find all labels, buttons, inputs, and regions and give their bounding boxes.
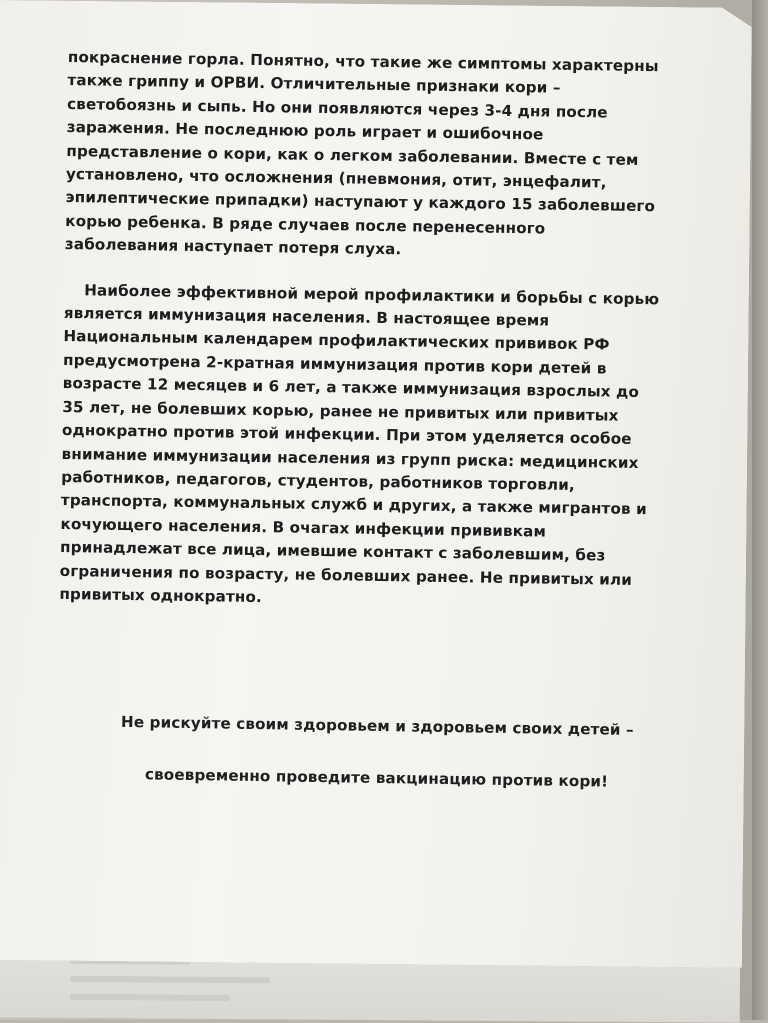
text-line: кочующего населения. В очагах инфекции прививкам	[60, 514, 547, 541]
text-line: установлено, что осложнения (пневмония, отит, энцефалит,	[65, 165, 607, 192]
text-line: корью ребенка. В ряде случаев после перенесенного	[65, 211, 546, 238]
text-line: внимание иммунизации населения из групп риска: медицинских	[61, 444, 639, 472]
paragraph-immunization	[59, 279, 724, 617]
text-line: представление о кори, как о легком заболевании. Вместе с тем	[66, 141, 639, 169]
page-shadow-edge	[752, 0, 768, 1020]
text-line: является иммунизация населения. В настоящее время	[63, 304, 550, 330]
text-line: привитых однократно.	[59, 584, 262, 607]
text-line: также гриппу и ОРВИ. Отличительные признаки кори –	[67, 71, 561, 98]
text-line: ограничения по возрасту, не болевших ранее. Не привитых или	[59, 561, 633, 589]
text-line: светобоязнь и сыпь. Но они появляются через 3-4 дня после	[66, 94, 608, 122]
paragraph-complications	[65, 46, 728, 267]
text-line: однократно против этой инфекции. При этом уделяется особое	[61, 421, 632, 448]
closing-appeal-line-2: своевременно проведите вакцинацию против кори!	[144, 765, 609, 791]
text-line: возрасте 12 месяцев и 6 лет, а также иммунизация взрослых до	[62, 374, 640, 402]
faint-text-line	[70, 976, 270, 983]
text-line: работников, педагогов, студентов, работников торговли,	[61, 467, 575, 494]
text-line: Наиболее эффективной мерой профилактики и борьбы с корью	[84, 280, 660, 308]
page-content	[59, 46, 728, 791]
text-line: принадлежат все лица, имевшие контакт с заболевшим, без	[59, 538, 606, 565]
closing-appeal-line-1: Не рискуйте своим здоровьем и здоровьем своих детей –	[120, 712, 634, 739]
text-line: покраснение горла. Понятно, что такие же симптомы характерны	[67, 47, 659, 76]
faint-text-line	[70, 994, 230, 1001]
text-line: транспорта, коммунальных служб и других, а также мигрантов и	[60, 491, 647, 519]
text-line: заболевания наступает потеря слуха.	[64, 235, 402, 259]
text-line: эпилептические припадки) наступают у каждого 15 заболевшего	[65, 188, 656, 216]
text-line: заражения. Не последнюю роль играет и ошибочное	[66, 118, 544, 144]
text-line: Национальным календарем профилактических прививок РФ	[63, 327, 610, 355]
text-line: 35 лет, не болевших корью, ранее не привитых или привитых	[62, 397, 619, 425]
text-line: предусмотрена 2-кратная иммунизация против кори детей в	[62, 350, 607, 378]
